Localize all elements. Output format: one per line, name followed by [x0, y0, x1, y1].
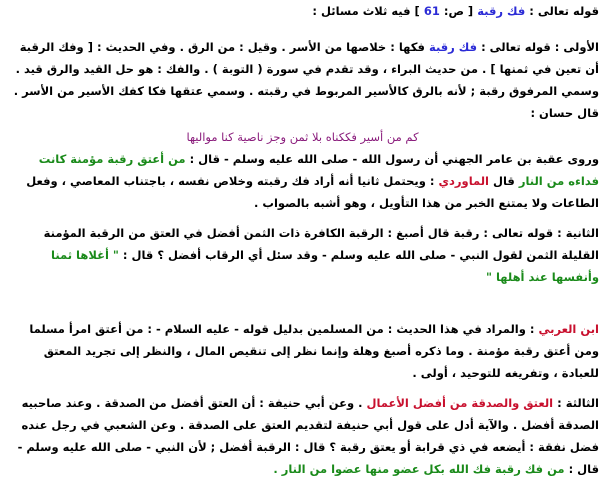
first-issue-body: فكها : خلاصها من الأسر . وقيل : من الرق . وفي الحديث : [ وفك الرقبة أن تعين في ثمنها ] . من حديث البراء ، وقد تقدم في سورة ( التوبة ) . والفك : هو حل القيد والرق قيد . وسمي المرفوق رقبة ; لأنه بالرق كالأسير المربوط في رقبته . وسمي عتقها فكا كفك الأسير من الأسر . قال حسان : [13, 40, 599, 120]
first-issue-paragraph [6, 36, 599, 124]
hadith-commentary: : ويحتمل ثانيا أنه أراد فك رقبته وخلاص نفسه ، باجتناب المعاصي ، وفعل الطاعات ولا يمتنع الخبر من هذا التأويل ، وهو أشبه بالصواب . [26, 174, 599, 210]
second-issue-hadith: " أغلاها ثمنا وأنفسها عند أهلها " [51, 248, 599, 284]
hadith-text: من أعتق رقبة مؤمنة كانت فداءه من النار [38, 152, 599, 188]
header-tail: ] فيه ثلاث مسائل : [312, 4, 420, 18]
verse-header [6, 0, 599, 22]
scholar-name-ibn-arabi[interactable]: ابن العربي [538, 322, 599, 336]
third-issue-body: . وعن أبي حنيفة : أن العتق أفضل من الصدقة . وعند صاحبيه الصدقة أفضل . والآية أدل على قول أبي حنيفة لتقديم العتق على الصدقة . وعن الشعبي في رجل عنده فضل نفقة : أيضعه في ذي قرابة أو يعتق رقبة ؟ قال : الرقبة أفضل ; لأن النبي - صلى الله عليه وسلم - قال : [17, 396, 599, 476]
header-intro: قوله تعالى : [529, 4, 599, 18]
hadith-paragraph [6, 148, 599, 214]
hadith-qala: قال [493, 174, 515, 188]
third-issue-label: الثالثة : [557, 396, 599, 410]
hadith-intro: وروى عقبة بن عامر الجهني أن رسول الله - صلى الله عليه وسلم - قال : [189, 152, 599, 166]
verse-text: فك رقبة [477, 4, 526, 18]
poem-verse: كم من أسير فككناه بلا ثمن وجز ناصية كنا مواليها [186, 130, 419, 144]
third-issue-topic-link[interactable]: العتق والصدقة من أفضل الأعمال [366, 396, 554, 410]
second-issue-paragraph [6, 222, 599, 288]
ibn-arabi-body: : والمراد في هذا الحديث : من المسلمين بدليل قوله - عليه السلام - : من أعتق امرأ مسلما ومن أعتق رقبة مؤمنة . وما ذكره أصبغ وهلة وإنما نظر إلى تنقيص المال ، والنظر إلى تجريد المعتق للعبادة ، وتفريغه للتوحيد ، أولى . [29, 322, 599, 380]
third-issue-paragraph [6, 392, 599, 480]
scholar-name-mawardi[interactable]: الماوردي [438, 174, 489, 188]
first-issue-verse: فك رقبة [428, 40, 478, 54]
page-number-link[interactable]: 61 [423, 4, 440, 18]
second-issue-body: الثانية : قوله تعالى : رقبة قال أصبغ : الرقبة الكافرة ذات الثمن أفضل في العتق من الرقبة المؤمنة القليلة الثمن لقول النبي - صلى الله عليه وسلم - وقد سئل أي الرقاب أفضل ؟ قال : [43, 226, 599, 262]
ibn-arabi-paragraph [6, 318, 599, 384]
page-ref-open: [ ص: [443, 4, 474, 18]
third-issue-hadith: من فك رقبة فك الله بكل عضو منها عضوا من النار . [273, 462, 565, 476]
first-issue-intro: الأولى : قوله تعالى : [481, 40, 599, 54]
